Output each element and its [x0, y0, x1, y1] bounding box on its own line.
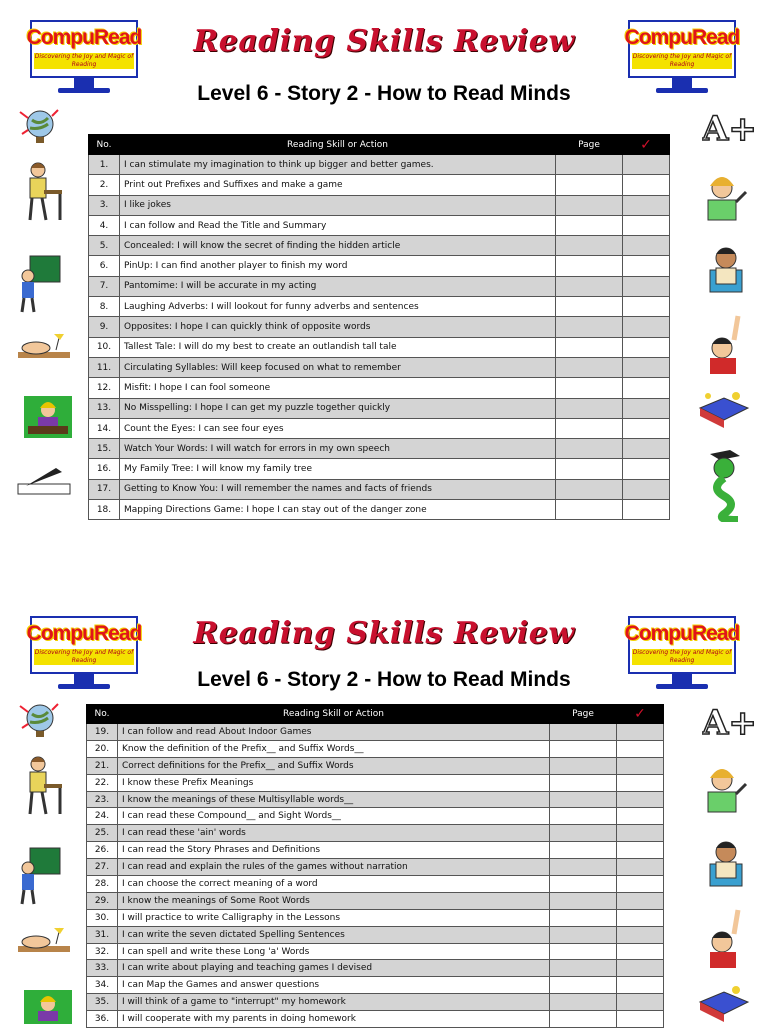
row-page-cell[interactable] [550, 740, 617, 757]
row-check-cell[interactable] [623, 195, 670, 215]
a-plus-grade-icon [702, 702, 758, 742]
row-page-cell[interactable] [550, 825, 617, 842]
page-subtitle: Level 6 - Story 2 - How to Read Minds [197, 668, 571, 691]
table-row [87, 808, 664, 825]
table-row [89, 236, 670, 256]
table-row [89, 155, 670, 175]
table-row [89, 195, 670, 215]
row-check-cell[interactable] [623, 500, 670, 520]
row-number: 1. [89, 155, 120, 175]
row-number: 14. [89, 418, 120, 438]
logo-tagline: Discovering the Joy and Magic of Reading [34, 649, 134, 664]
col-skill-header: Reading Skill or Action [118, 705, 550, 724]
row-number: 16. [89, 459, 120, 479]
table-row [87, 892, 664, 909]
chalkboard-clipart-icon [18, 254, 62, 314]
table-row [87, 724, 664, 741]
row-page-cell[interactable] [550, 943, 617, 960]
row-check-cell[interactable] [617, 859, 664, 876]
row-number: 28. [87, 876, 118, 893]
table-row [87, 842, 664, 859]
table-row [89, 317, 670, 337]
row-number: 25. [87, 825, 118, 842]
row-number: 32. [87, 943, 118, 960]
row-skill-text: Opposites: I hope I can quickly think of opposite words [120, 317, 556, 337]
row-skill-text: My Family Tree: I will know my family tree [120, 459, 556, 479]
row-page-cell[interactable] [556, 418, 623, 438]
row-skill-text: Tallest Tale: I will do my best to create an outlandish tall tale [120, 337, 556, 357]
teacher-desk-clipart-icon [24, 396, 72, 438]
row-check-cell[interactable] [617, 757, 664, 774]
row-page-cell[interactable] [550, 724, 617, 741]
table-row [89, 175, 670, 195]
row-page-cell[interactable] [556, 195, 623, 215]
row-skill-text: I can Map the Games and answer questions [118, 977, 550, 994]
row-skill-text: No Misspelling: I hope I can get my puzzle together quickly [120, 398, 556, 418]
checkmark-icon: ✓ [640, 136, 652, 153]
row-skill-text: Know the definition of the Prefix__ and Suffix Words__ [118, 740, 550, 757]
table-row [87, 960, 664, 977]
table-row [87, 757, 664, 774]
girl-raising-hand-clipart-icon [700, 764, 750, 816]
row-skill-text: I can write about playing and teaching games I devised [118, 960, 550, 977]
row-number: 33. [87, 960, 118, 977]
boy-hand-up-clipart-icon [700, 906, 750, 970]
row-page-cell[interactable] [550, 808, 617, 825]
row-number: 36. [87, 1011, 118, 1028]
col-check-header [623, 135, 670, 155]
logo-tagline: Discovering the Joy and Magic of Reading [632, 649, 732, 664]
row-skill-text: Laughing Adverbs: I will lookout for funny adverbs and sentences [120, 297, 556, 317]
row-check-cell[interactable] [617, 876, 664, 893]
row-skill-text: I will cooperate with my parents in doing homework [118, 1011, 550, 1028]
table-row [87, 774, 664, 791]
table-row [89, 500, 670, 520]
logo-tagline: Discovering the Joy and Magic of Reading [632, 53, 732, 68]
compuread-logo-right [620, 20, 744, 98]
page-subtitle: Level 6 - Story 2 - How to Read Minds [197, 82, 571, 105]
row-check-cell[interactable] [623, 175, 670, 195]
row-page-cell[interactable] [556, 215, 623, 235]
row-skill-text: I like jokes [120, 195, 556, 215]
col-number-header: No. [89, 135, 120, 155]
row-check-cell[interactable] [617, 825, 664, 842]
col-check-header [617, 705, 664, 724]
table-row [87, 859, 664, 876]
skills-table [86, 704, 664, 1028]
row-page-cell[interactable] [550, 960, 617, 977]
table-row [89, 215, 670, 235]
boy-reading-book-clipart-icon [702, 838, 750, 890]
row-page-cell[interactable] [550, 774, 617, 791]
logo-brand: CompuRead [26, 26, 142, 49]
row-check-cell[interactable] [617, 892, 664, 909]
globe-clipart-icon [18, 104, 62, 148]
row-check-cell[interactable] [623, 317, 670, 337]
row-check-cell[interactable] [617, 1011, 664, 1028]
table-row [87, 977, 664, 994]
row-number: 19. [87, 724, 118, 741]
row-number: 6. [89, 256, 120, 276]
row-page-cell[interactable] [556, 357, 623, 377]
row-number: 34. [87, 977, 118, 994]
row-check-cell[interactable] [623, 256, 670, 276]
row-number: 31. [87, 926, 118, 943]
row-skill-text: I will think of a game to "interrupt" my homework [118, 994, 550, 1011]
row-number: 17. [89, 479, 120, 499]
row-check-cell[interactable] [623, 418, 670, 438]
table-row [89, 439, 670, 459]
table-row [89, 297, 670, 317]
row-number: 20. [87, 740, 118, 757]
row-check-cell[interactable] [623, 459, 670, 479]
row-number: 7. [89, 276, 120, 296]
row-skill-text: I know the meanings of these Multisyllable words__ [118, 791, 550, 808]
table-row [89, 276, 670, 296]
teacher-desk-clipart-icon [24, 990, 72, 1024]
row-skill-text: I can read these Compound__ and Sight Words__ [118, 808, 550, 825]
table-row [89, 378, 670, 398]
row-number: 22. [87, 774, 118, 791]
row-page-cell[interactable] [556, 378, 623, 398]
row-page-cell[interactable] [550, 791, 617, 808]
table-row [89, 256, 670, 276]
table-row [87, 943, 664, 960]
logo-brand: CompuRead [26, 622, 142, 645]
skills-table [88, 134, 670, 520]
boy-reading-book-clipart-icon [702, 244, 750, 296]
row-check-cell[interactable] [617, 791, 664, 808]
row-check-cell[interactable] [623, 276, 670, 296]
row-skill-text: I can spell and write these Long 'a' Words [118, 943, 550, 960]
row-skill-text: Correct definitions for the Prefix__ and Suffix Words [118, 757, 550, 774]
row-number: 10. [89, 337, 120, 357]
row-check-cell[interactable] [617, 960, 664, 977]
row-number: 23. [87, 791, 118, 808]
row-page-cell[interactable] [556, 175, 623, 195]
logo-tagline: Discovering the Joy and Magic of Reading [34, 53, 134, 68]
row-skill-text: Count the Eyes: I can see four eyes [120, 418, 556, 438]
row-page-cell[interactable] [556, 500, 623, 520]
row-check-cell[interactable] [623, 439, 670, 459]
table-row [89, 398, 670, 418]
row-number: 2. [89, 175, 120, 195]
row-check-cell[interactable] [617, 724, 664, 741]
table-row [87, 994, 664, 1011]
row-page-cell[interactable] [550, 892, 617, 909]
row-number: 13. [89, 398, 120, 418]
row-number: 12. [89, 378, 120, 398]
row-page-cell[interactable] [550, 842, 617, 859]
globe-clipart-icon [18, 698, 62, 742]
table-row [87, 876, 664, 893]
row-skill-text: I can follow and Read the Title and Summary [120, 215, 556, 235]
row-skill-text: I will practice to write Calligraphy in the Lessons [118, 909, 550, 926]
table-row [87, 740, 664, 757]
bookworm-graduate-clipart-icon [700, 450, 752, 522]
svg-text:A+: A+ [702, 703, 757, 742]
row-page-cell[interactable] [556, 155, 623, 175]
row-page-cell[interactable] [550, 1011, 617, 1028]
sleeping-student-clipart-icon [16, 330, 72, 366]
table-row [87, 1011, 664, 1028]
table-row [89, 337, 670, 357]
row-skill-text: Getting to Know You: I will remember the names and facts of friends [120, 479, 556, 499]
row-page-cell[interactable] [556, 317, 623, 337]
row-number: 21. [87, 757, 118, 774]
table-row [89, 459, 670, 479]
page-title: Reading Skills Review [193, 24, 575, 59]
row-page-cell[interactable] [556, 297, 623, 317]
row-number: 27. [87, 859, 118, 876]
compuread-logo-left [22, 20, 146, 98]
row-check-cell[interactable] [623, 155, 670, 175]
row-page-cell[interactable] [556, 236, 623, 256]
row-check-cell[interactable] [617, 774, 664, 791]
col-skill-header: Reading Skill or Action [120, 135, 556, 155]
row-page-cell[interactable] [556, 398, 623, 418]
table-row [87, 825, 664, 842]
boy-hand-up-clipart-icon [700, 312, 750, 376]
row-number: 11. [89, 357, 120, 377]
a-plus-grade-icon [702, 108, 758, 148]
row-skill-text: Circulating Syllables: Will keep focused on what to remember [120, 357, 556, 377]
student-desk-clipart-icon [20, 160, 64, 224]
row-page-cell[interactable] [550, 909, 617, 926]
col-page-header: Page [556, 135, 623, 155]
table-row [87, 791, 664, 808]
row-check-cell[interactable] [617, 808, 664, 825]
magic-book-clipart-icon [696, 388, 752, 436]
row-page-cell[interactable] [556, 439, 623, 459]
compuread-logo-right [620, 616, 744, 694]
row-check-cell[interactable] [623, 236, 670, 256]
compuread-logo-left [22, 616, 146, 694]
row-skill-text: PinUp: I can find another player to finish my word [120, 256, 556, 276]
row-skill-text: I know these Prefix Meanings [118, 774, 550, 791]
row-skill-text: I can read these 'ain' words [118, 825, 550, 842]
row-check-cell[interactable] [623, 215, 670, 235]
row-check-cell[interactable] [623, 297, 670, 317]
row-number: 24. [87, 808, 118, 825]
row-number: 8. [89, 297, 120, 317]
magic-book-clipart-icon [696, 982, 752, 1024]
page-title: Reading Skills Review [193, 616, 575, 651]
table-row [89, 357, 670, 377]
row-skill-text: Misfit: I hope I can fool someone [120, 378, 556, 398]
row-page-cell[interactable] [550, 757, 617, 774]
svg-text:A+: A+ [702, 109, 757, 148]
row-number: 18. [89, 500, 120, 520]
col-number-header: No. [87, 705, 118, 724]
row-skill-text: I know the meanings of Some Root Words [118, 892, 550, 909]
row-page-cell[interactable] [556, 337, 623, 357]
row-page-cell[interactable] [556, 276, 623, 296]
row-skill-text: Concealed: I will know the secret of finding the hidden article [120, 236, 556, 256]
row-page-cell[interactable] [550, 876, 617, 893]
quill-pen-clipart-icon [16, 466, 72, 498]
col-page-header: Page [550, 705, 617, 724]
row-page-cell[interactable] [550, 926, 617, 943]
row-skill-text: Print out Prefixes and Suffixes and make a game [120, 175, 556, 195]
logo-brand: CompuRead [624, 622, 740, 645]
row-check-cell[interactable] [617, 842, 664, 859]
row-number: 4. [89, 215, 120, 235]
worksheet-2 [0, 590, 768, 1024]
row-number: 3. [89, 195, 120, 215]
row-skill-text: I can choose the correct meaning of a word [118, 876, 550, 893]
chalkboard-clipart-icon [18, 846, 62, 906]
table-row [87, 909, 664, 926]
row-page-cell[interactable] [550, 994, 617, 1011]
row-number: 29. [87, 892, 118, 909]
row-number: 15. [89, 439, 120, 459]
table-row [87, 926, 664, 943]
logo-brand: CompuRead [624, 26, 740, 49]
row-skill-text: I can write the seven dictated Spelling Sentences [118, 926, 550, 943]
student-desk-clipart-icon [20, 754, 64, 818]
row-check-cell[interactable] [623, 337, 670, 357]
row-skill-text: I can follow and read About Indoor Games [118, 724, 550, 741]
girl-raising-hand-clipart-icon [700, 172, 750, 224]
row-number: 9. [89, 317, 120, 337]
row-skill-text: I can stimulate my imagination to think up bigger and better games. [120, 155, 556, 175]
row-skill-text: Mapping Directions Game: I hope I can stay out of the danger zone [120, 500, 556, 520]
row-check-cell[interactable] [617, 740, 664, 757]
row-check-cell[interactable] [617, 926, 664, 943]
row-check-cell[interactable] [623, 378, 670, 398]
table-row [89, 479, 670, 499]
row-number: 30. [87, 909, 118, 926]
checkmark-icon: ✓ [634, 706, 646, 722]
row-page-cell[interactable] [550, 977, 617, 994]
row-skill-text: I can read and explain the rules of the games without narration [118, 859, 550, 876]
row-skill-text: Watch Your Words: I will watch for errors in my own speech [120, 439, 556, 459]
row-page-cell[interactable] [550, 859, 617, 876]
row-check-cell[interactable] [623, 398, 670, 418]
row-check-cell[interactable] [623, 479, 670, 499]
row-page-cell[interactable] [556, 459, 623, 479]
row-number: 35. [87, 994, 118, 1011]
table-row [89, 418, 670, 438]
row-skill-text: Pantomime: I will be accurate in my acting [120, 276, 556, 296]
sleeping-student-clipart-icon [16, 924, 72, 960]
row-check-cell[interactable] [617, 909, 664, 926]
row-page-cell[interactable] [556, 256, 623, 276]
row-check-cell[interactable] [623, 357, 670, 377]
row-page-cell[interactable] [556, 479, 623, 499]
row-check-cell[interactable] [617, 977, 664, 994]
row-skill-text: I can read the Story Phrases and Definitions [118, 842, 550, 859]
row-number: 26. [87, 842, 118, 859]
row-check-cell[interactable] [617, 943, 664, 960]
row-number: 5. [89, 236, 120, 256]
row-check-cell[interactable] [617, 994, 664, 1011]
